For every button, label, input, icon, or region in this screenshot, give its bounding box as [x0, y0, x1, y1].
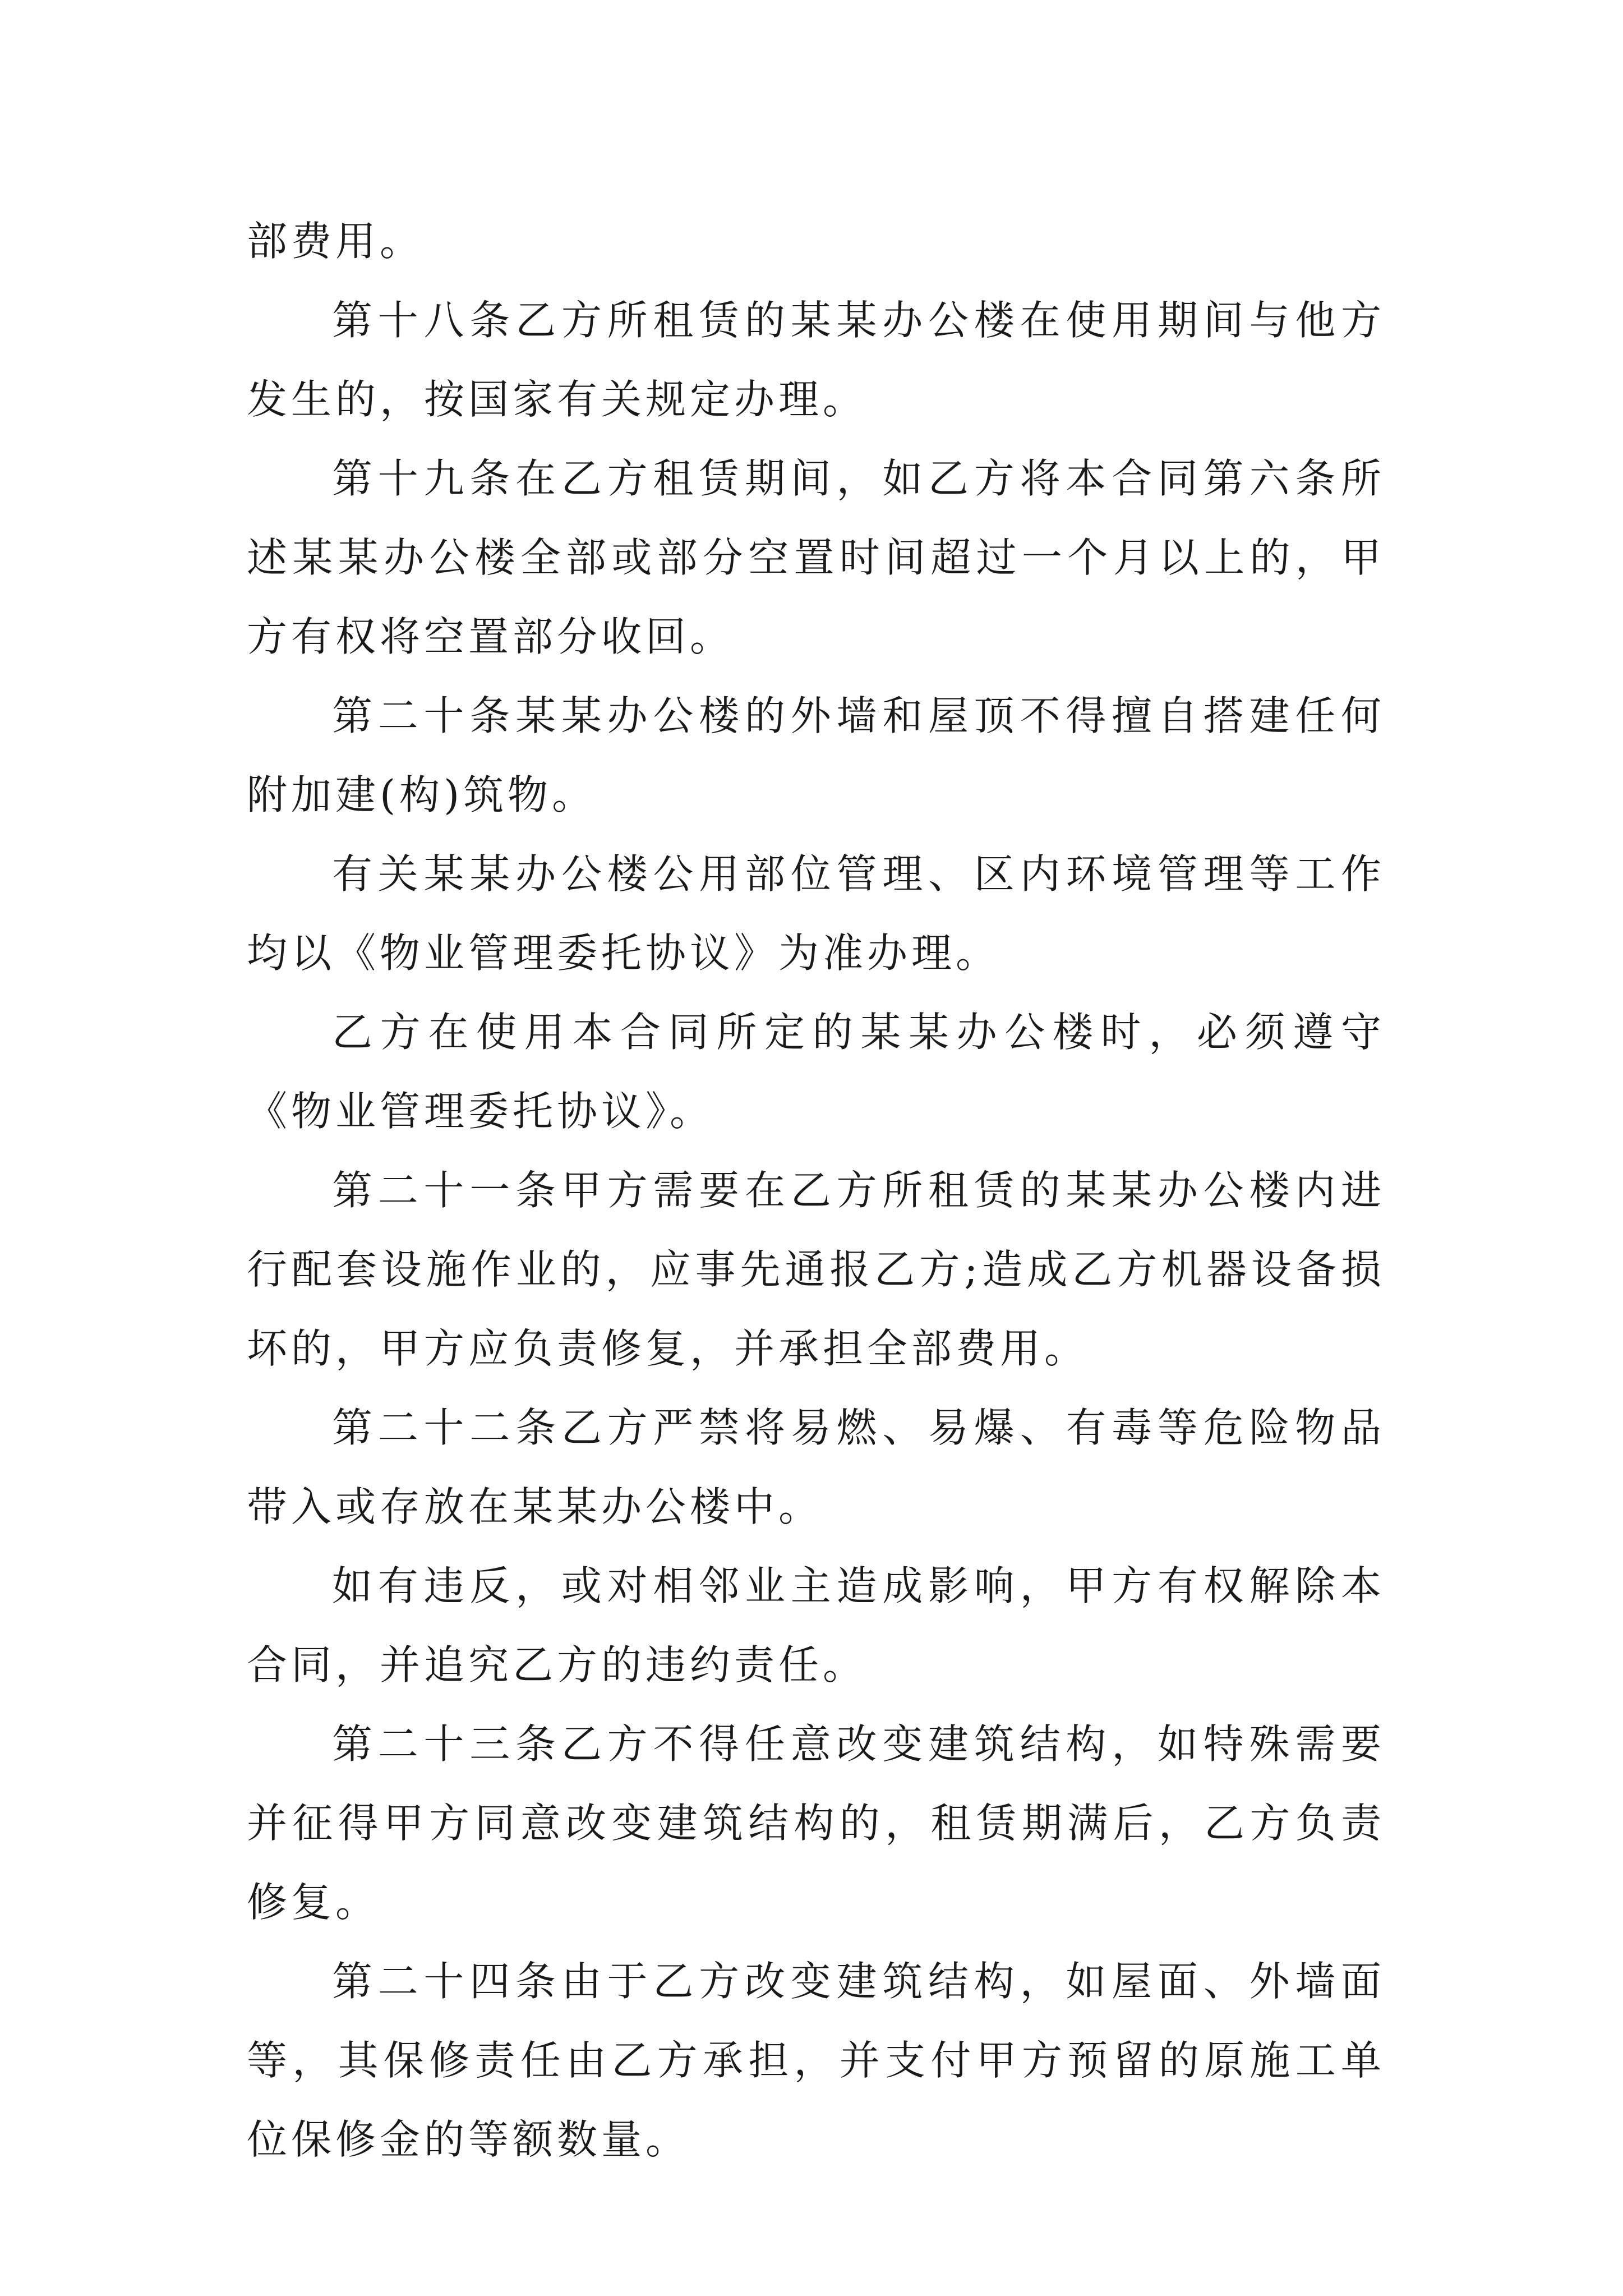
paragraph-property-agreement-compliance: 乙方在使用本合同所定的某某办公楼时，必须遵守《物业管理委托协议》。	[247, 1009, 1385, 1135]
paragraph-continuation: 部费用。	[247, 218, 425, 265]
paragraph-public-area-management: 有关某某办公楼公用部位管理、区内环境管理等工作均以《物业管理委托协议》为准办理。	[247, 850, 1385, 977]
paragraph-article-21: 第二十一条甲方需要在乙方所租赁的某某办公楼内进行配套设施作业的，应事先通报乙方;造成乙方机器设备损坏的，甲方应负责修复，并承担全部费用。	[247, 1167, 1385, 1372]
paragraph-violation-clause: 如有违反，或对相邻业主造成影响，甲方有权解除本合同，并追究乙方的违约责任。	[247, 1562, 1385, 1688]
document-body	[247, 202, 1385, 2179]
paragraph-article-20: 第二十条某某办公楼的外墙和屋顶不得擅自搭建任何附加建(构)筑物。	[247, 692, 1385, 818]
paragraph-article-19: 第十九条在乙方租赁期间，如乙方将本合同第六条所述某某办公楼全部或部分空置时间超过一个月以上的，甲方有权将空置部分收回。	[247, 455, 1385, 660]
paragraph-article-22: 第二十二条乙方严禁将易燃、易爆、有毒等危险物品带入或存放在某某办公楼中。	[247, 1404, 1385, 1530]
paragraph-article-18: 第十八条乙方所租赁的某某办公楼在使用期间与他方发生的，按国家有关规定办理。	[247, 297, 1385, 423]
paragraph-article-24: 第二十四条由于乙方改变建筑结构，如屋面、外墙面等，其保修责任由乙方承担，并支付甲方预留的原施工单位保修金的等额数量。	[247, 1958, 1385, 2163]
paragraph-article-23: 第二十三条乙方不得任意改变建筑结构，如特殊需要并征得甲方同意改变建筑结构的，租赁期满后，乙方负责修复。	[247, 1720, 1385, 1926]
